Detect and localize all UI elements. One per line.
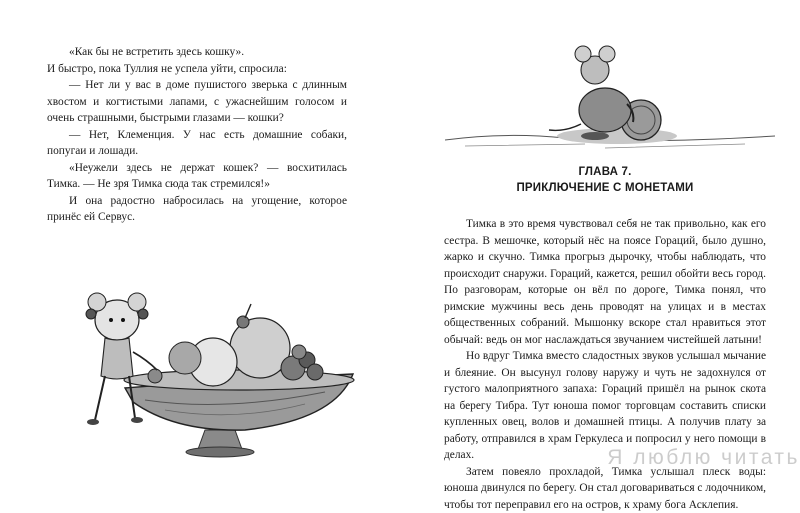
chapter-number: ГЛАВА 7. (440, 164, 770, 180)
chapter-title: ПРИКЛЮЧЕНИЕ С МОНЕТАМИ (440, 180, 770, 196)
paragraph: И она радостно набросилась на угощение, которое принёс ей Сервус. (47, 193, 347, 226)
paragraph: Тимка в это время чувствовал себя не так привольно, как его сестра. В мешочке, который нёс на поясе Гораций, было душно, жарко и скучно. Тимка прогрыз дырочку, чтобы наблюдать, что происходит снаружи. Гораций, кажется, решил обойти весь город. По разговорам, которые он вёл по дороге, Тимка понял, что римские мужчины весь день проводят на улицах и в местах общественных собраний. Мышонку вскоре стал нравиться этот обычай: ведь он мог наслаждаться звучанием чистейшей латыни! (444, 216, 766, 348)
mouse-girl-with-fruit-bowl-illustration (85, 280, 365, 460)
paragraph: И быстро, пока Туллия не успела уйти, спросила: (47, 61, 347, 78)
left-page-text (47, 44, 347, 226)
paragraph: «Как бы не встретить здесь кошку». (47, 44, 347, 61)
paragraph: — Нет ли у вас в доме пушистого зверька с длинным хвостом и когтистыми лапами, с ужаснейшим голосом и очень страшными, быстрыми глазами — кошки? (47, 77, 347, 127)
chapter-heading (440, 164, 770, 196)
paragraph: «Неужели здесь не держат кошек? — восхитилась Тимка. — Не зря Тимка сюда так стремился!» (47, 160, 347, 193)
paragraph: Но вдруг Тимка вместо сладостных звуков услышал мычание и блеяние. Он высунул голову наружу и чуть не задохнулся от густого малоприятного запаха: Гораций пришёл на рынок скота на берегу Тибра. Тут юноша помог торговцам составить списки купленных овец, волов и домашней птицы. А получив плату за работу, отправился в храм Геркулеса и попросил у него помощи в делах. (444, 348, 766, 464)
paragraph: Затем повеяло прохладой, Тимка услышал плеск воды: юноша двинулся по берегу. Он стал договариваться с лодочником, чтобы тот переправил его на остров, к храму бога Асклепия. (444, 464, 766, 513)
left-page (0, 0, 400, 490)
paragraph: — Нет, Клеменция. У нас есть домашние собаки, попугаи и лошади. (47, 127, 347, 160)
watermark: Я люблю читать (410, 446, 800, 470)
mouse-rolling-coin-illustration (445, 40, 775, 155)
